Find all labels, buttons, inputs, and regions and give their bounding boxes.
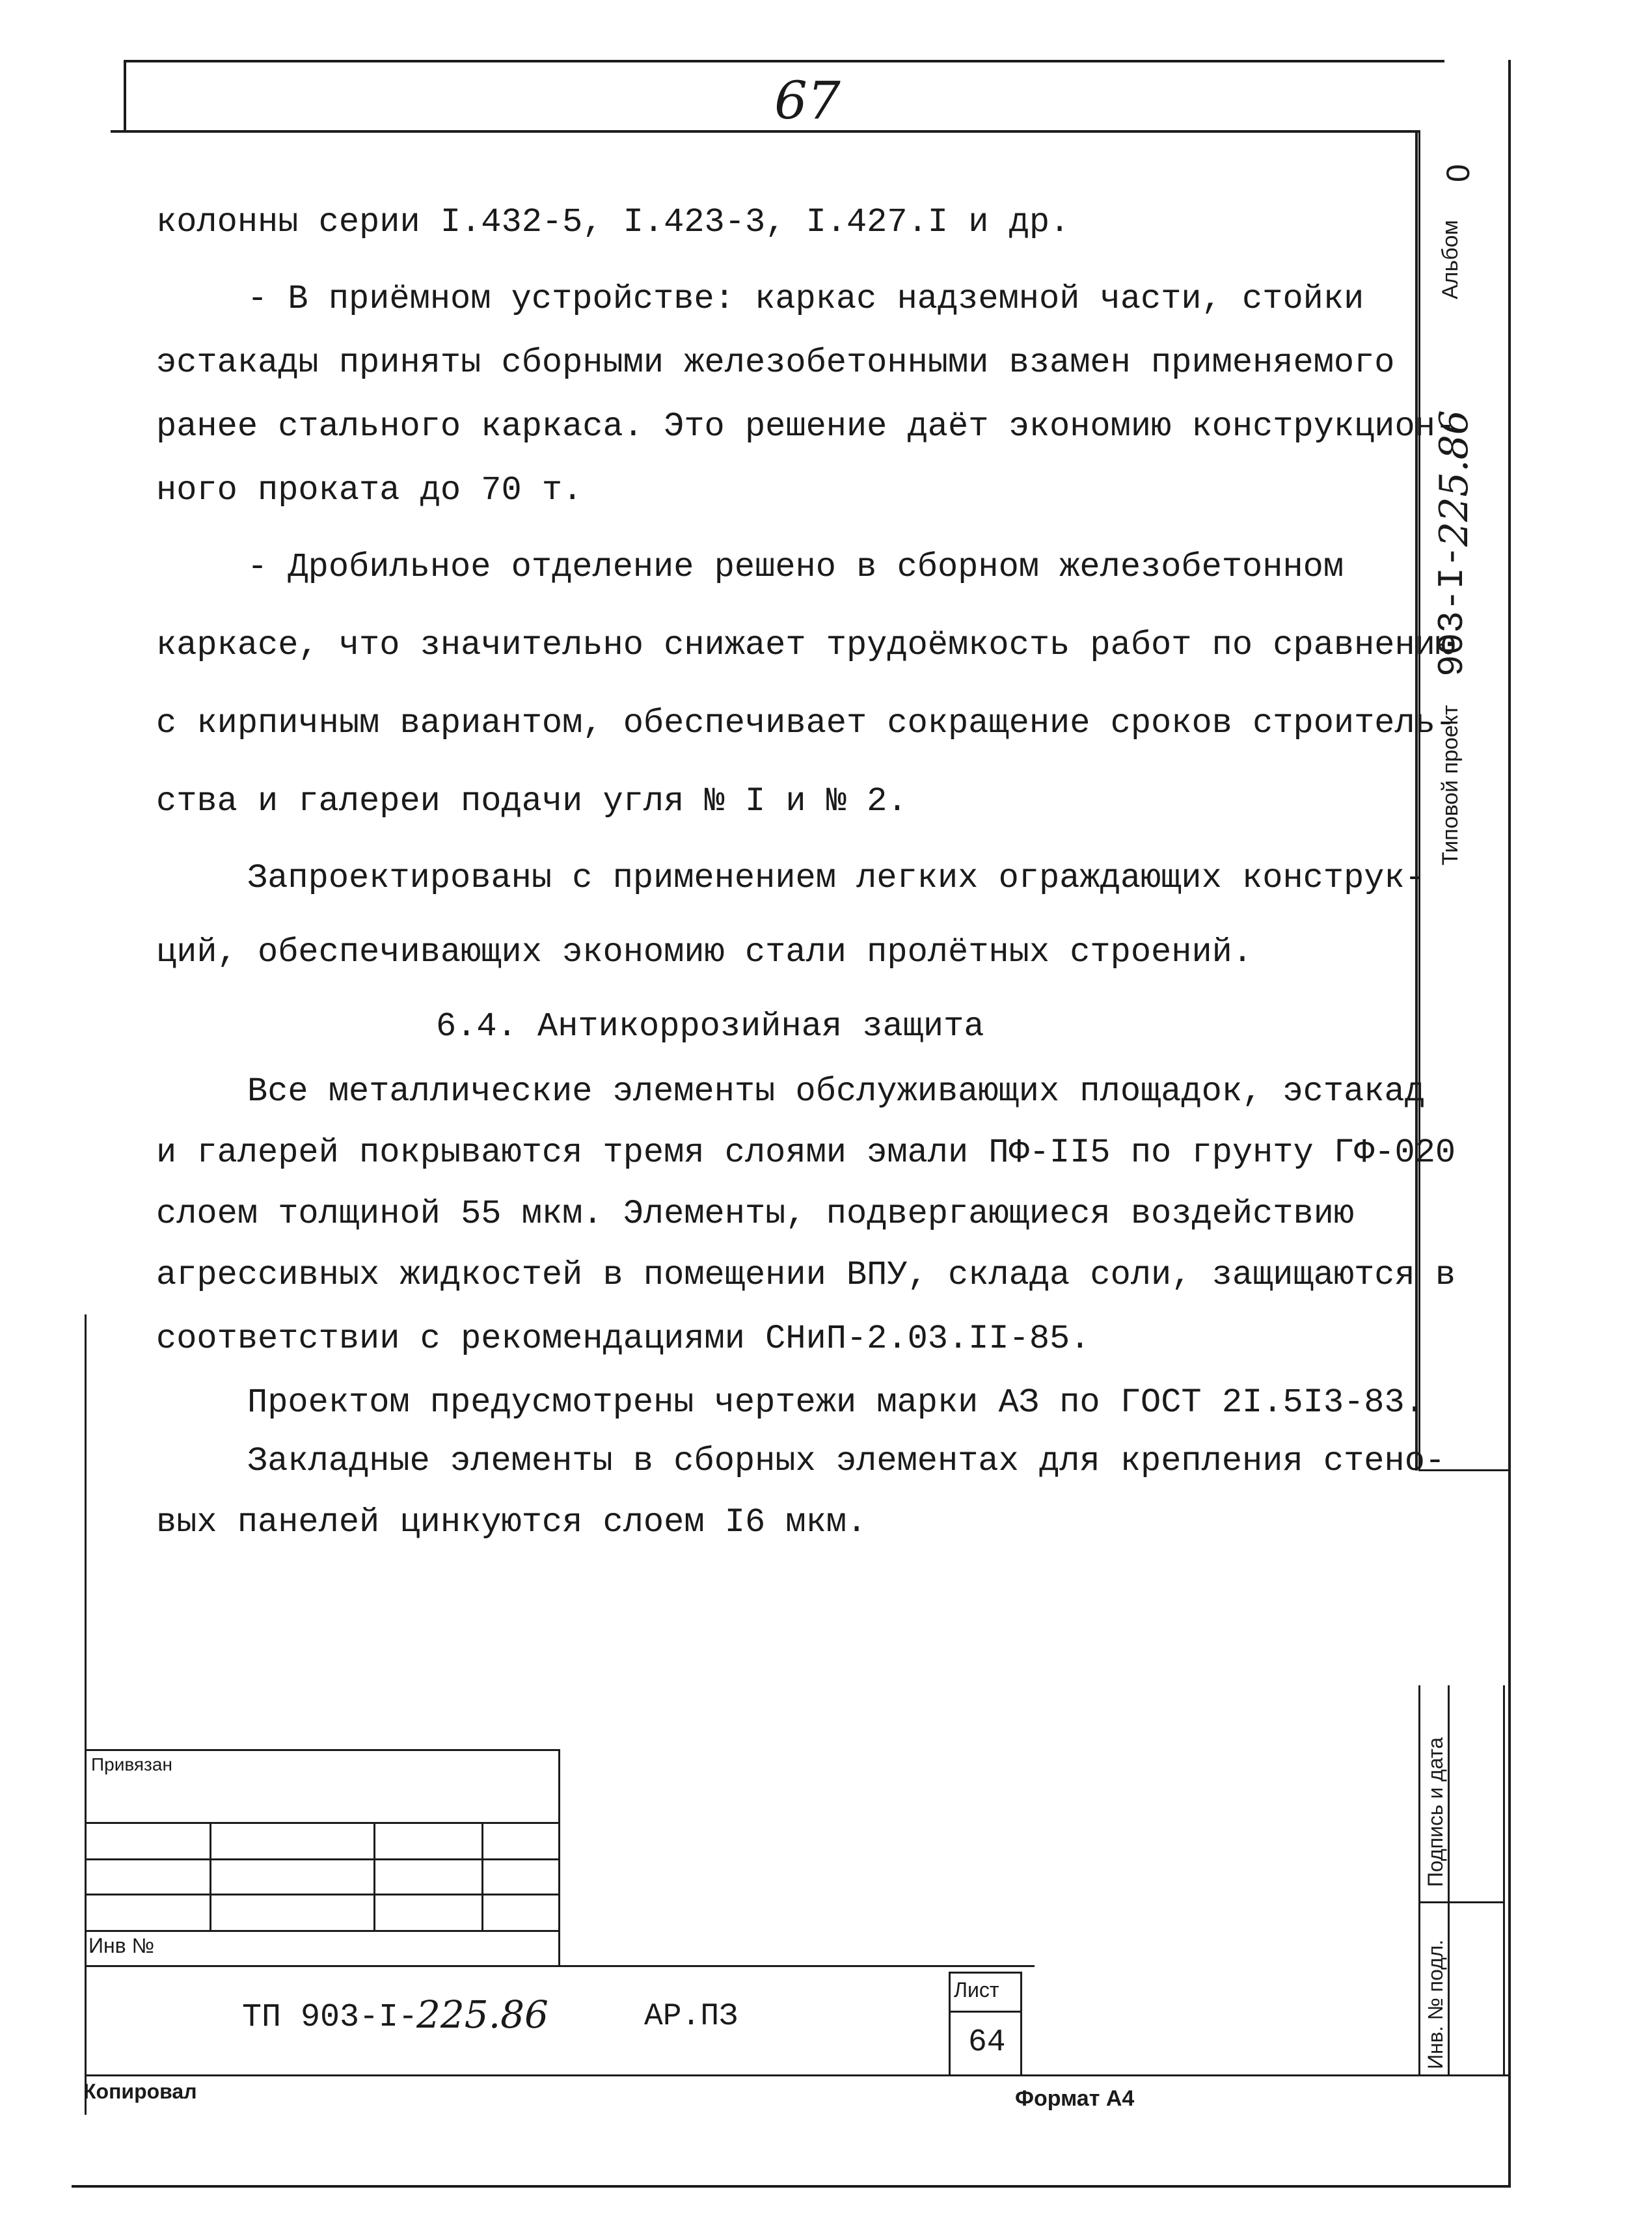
copied-label: Копировал (83, 2080, 197, 2103)
signature-date-label: Подпись и дата (1424, 1737, 1447, 1887)
body-line-7: каркасе, что значительно снижает трудоёмкость работ по сравнению (156, 626, 1456, 664)
body-line-6: - Дробильное отделение решено в сборном железобетонном (247, 548, 1344, 586)
album-label: Альбом (1438, 220, 1463, 299)
body-line-13: Все металлические элементы обслуживающих площадок, эстакад (247, 1072, 1425, 1111)
body-left-margin (85, 1314, 87, 2115)
body-line-14: и галерей покрываются тремя слоями эмали ПФ-II5 по грунту ГФ-020 (156, 1134, 1456, 1172)
doc-code-hand: 225.86 (416, 1992, 548, 2037)
section-heading: 6.4. Антикоррозийная защита (436, 1007, 984, 1046)
sheet-label: Лист (954, 1978, 999, 2002)
frame-under-header (111, 130, 1418, 133)
project-label: Типовой проект (1438, 705, 1463, 865)
body-line-20: вых панелей цинкуются слоем I6 мкм. (156, 1503, 867, 1542)
body-line-18: Проектом предусмотрены чертежи марки АЗ по ГОСТ 2I.5I3-83. (247, 1383, 1425, 1422)
body-line-11: ций, обеспечивающих экономию стали пролётных строений. (156, 933, 1253, 971)
format-label: Формат А4 (1015, 2086, 1135, 2111)
body-line-16: агрессивных жидкостей в помещении ВПУ, склада соли, защищаются в (156, 1256, 1456, 1294)
doc-code-prefix: ТП 903-I- (242, 1999, 418, 2036)
inv-original-label: Инв. № подл. (1424, 1939, 1447, 2069)
body-line-15: слоем толщиной 55 мкм. Элементы, подвергающиеся воздействию (156, 1195, 1355, 1233)
frame-bottom (72, 2185, 1511, 2188)
page-number: 67 (774, 70, 841, 131)
frame-top (124, 60, 1444, 62)
body-line-1: колонны серии I.432-5, I.423-3, I.427.I и др. (156, 203, 1070, 241)
body-line-3: эстакады приняты сборными железобетонными взамен применяемого (156, 344, 1395, 382)
body-line-9: ства и галереи подачи угля № I и № 2. (156, 782, 908, 821)
project-number-hand: 225.86 (1431, 410, 1477, 547)
body-line-8: с кирпичным вариантом, обеспечивает сокращение сроков строитель- (156, 704, 1456, 742)
body-line-19: Закладные элементы в сборных элементах для крепления стено- (247, 1442, 1446, 1480)
doc-mark: АР.ПЗ (644, 1999, 738, 2034)
album-value: 0 (1440, 164, 1476, 182)
body-line-10: Запроектированы с применением легких ограждающих конструк- (247, 859, 1425, 897)
project-number: 903-I- (1431, 545, 1473, 677)
body-line-2: - В приёмном устройстве: каркас надземной части, стойки (247, 280, 1364, 318)
body-line-4: ранее стального каркаса. Это решение даёт экономию конструкцион- (156, 407, 1456, 446)
sheet-number: 64 (968, 2025, 1006, 2060)
frame-left-top (124, 60, 126, 131)
privyazan-label: Привязан (91, 1754, 172, 1774)
frame-right (1508, 60, 1511, 2188)
body-line-17: соответствии с рекомендациями СНиП-2.03.II-85. (156, 1320, 1090, 1358)
inv-label: Инв № (88, 1934, 154, 1957)
body-line-5: ного проката до 70 т. (156, 471, 583, 509)
